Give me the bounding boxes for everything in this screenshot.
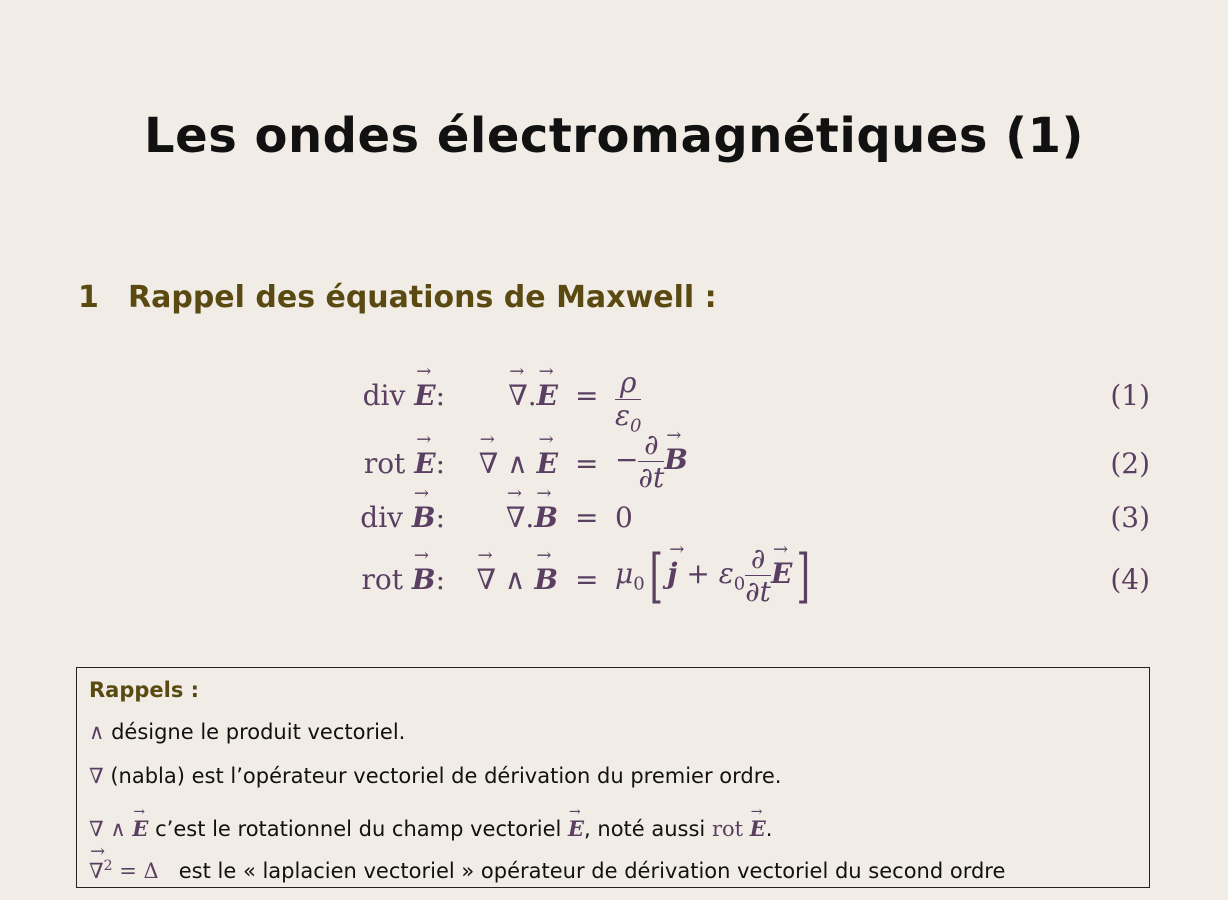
rappel-nabla bbox=[89, 764, 781, 788]
maxwell-equations bbox=[330, 365, 1160, 625]
eq4-mu-sub: 0 bbox=[633, 573, 645, 595]
eq2-numerator: ∂ bbox=[638, 429, 664, 462]
eq3-lhs bbox=[460, 501, 558, 534]
eq4-label: rot → B: bbox=[330, 563, 445, 596]
field-e-vector-2: → E bbox=[568, 816, 584, 841]
eq1-den-eps: ε bbox=[615, 399, 631, 432]
eq3-label-field: → B bbox=[412, 501, 436, 534]
eq4-rhs bbox=[615, 543, 815, 608]
eq2-nabla-wedge: → ∇ ∧ bbox=[479, 447, 528, 480]
eq2-label-field: → E bbox=[414, 447, 435, 480]
eq2-denominator: ∂t bbox=[638, 461, 665, 494]
eq2-label-op: rot bbox=[363, 447, 406, 480]
left-bracket: [ bbox=[649, 541, 663, 610]
section-heading bbox=[78, 280, 717, 315]
right-bracket: ] bbox=[796, 541, 811, 610]
laplacian-equals-delta: = Δ bbox=[119, 859, 159, 883]
eq1-den-sub: 0 bbox=[630, 415, 642, 437]
section-title: Rappel des équations de Maxwell : bbox=[128, 280, 717, 315]
eq1-equals: = bbox=[575, 379, 599, 412]
section-number: 1 bbox=[78, 280, 99, 315]
eq4-lhs-field: → B bbox=[534, 563, 558, 596]
eq1-label: div → E: bbox=[330, 379, 445, 412]
eq3-number: (3) bbox=[1110, 501, 1150, 534]
rappel-nabla-text: (nabla) est l’opérateur vectoriel de dérivation du premier ordre. bbox=[110, 764, 782, 788]
eq4-eps-sub: 0 bbox=[733, 573, 746, 595]
eq3-rhs: 0 bbox=[615, 501, 633, 534]
eq2-fraction bbox=[638, 429, 664, 494]
eq1-label-op: div bbox=[362, 379, 406, 412]
eq1-lhs bbox=[460, 379, 558, 412]
laplacian-symbol bbox=[89, 858, 159, 883]
eq3-lhs-field: → B bbox=[534, 501, 558, 534]
eq2-lhs-field: → E bbox=[537, 447, 558, 480]
rappel-rotationnel bbox=[89, 816, 772, 841]
equation-4 bbox=[330, 541, 1160, 610]
eq4-equals: = bbox=[575, 563, 599, 596]
rappel-rot-text-2: , noté aussi bbox=[584, 817, 706, 841]
rappel-wedge bbox=[89, 720, 405, 744]
eq1-numerator: ρ bbox=[615, 367, 641, 400]
eq4-numerator: ∂ bbox=[745, 543, 771, 576]
eq2-minus: − bbox=[615, 443, 639, 476]
eq4-lhs bbox=[460, 563, 558, 596]
rappel-laplacien-text: est le « laplacien vectoriel » opérateur de dérivation vectoriel du second ordre bbox=[178, 859, 1006, 883]
field-e-vector: → E bbox=[132, 816, 148, 841]
eq3-nabla: → ∇. bbox=[506, 501, 534, 534]
eq2-lhs bbox=[460, 447, 558, 480]
rot-operator: rot bbox=[711, 817, 744, 841]
eq4-label-field: → B bbox=[412, 563, 436, 596]
eq3-equals: = bbox=[575, 501, 599, 534]
wedge-symbol: ∧ bbox=[89, 720, 105, 744]
rappel-wedge-text: désigne le produit vectoriel. bbox=[111, 720, 406, 744]
eq1-label-field: → E bbox=[414, 379, 435, 412]
eq4-fraction bbox=[745, 543, 771, 608]
eq4-rhs-field: → E bbox=[771, 557, 792, 590]
eq3-label: div → B: bbox=[330, 501, 445, 534]
eq4-mu: μ bbox=[615, 557, 634, 590]
eq2-label: rot → E: bbox=[330, 447, 445, 480]
nabla-vector-symbol: → ∇ bbox=[89, 859, 104, 883]
eq2-number: (2) bbox=[1110, 447, 1150, 480]
rappel-rot-text: c’est le rotationnel du champ vectoriel bbox=[155, 817, 562, 841]
rappels-box bbox=[76, 667, 1150, 888]
equation-2 bbox=[330, 428, 1160, 495]
eq1-lhs-field: → E bbox=[537, 379, 558, 412]
eq4-label-op: rot bbox=[361, 563, 403, 596]
rappels-title: Rappels : bbox=[89, 678, 200, 702]
rappel-rot-end: . bbox=[765, 817, 773, 841]
equation-1 bbox=[330, 366, 1160, 437]
eq4-plus: + bbox=[686, 557, 710, 590]
eq1-number: (1) bbox=[1110, 379, 1150, 412]
eq4-number: (4) bbox=[1110, 563, 1150, 596]
eq4-current-density: → j bbox=[667, 557, 677, 590]
slide-title: Les ondes électromagnétiques (1) bbox=[144, 108, 1084, 164]
nabla-symbol: ∇ bbox=[89, 764, 104, 788]
eq3-label-op: div bbox=[360, 501, 403, 534]
eq2-rhs bbox=[615, 429, 688, 494]
eq2-rhs-field: → B bbox=[664, 443, 688, 476]
field-e-vector-3: → E bbox=[750, 816, 766, 841]
eq2-equals: = bbox=[575, 447, 599, 480]
eq4-denominator: ∂t bbox=[745, 575, 771, 608]
eq4-eps: ε bbox=[718, 557, 734, 590]
nabla-wedge-symbol: ∇ ∧ bbox=[89, 817, 126, 841]
eq4-nabla-wedge: → ∇ ∧ bbox=[476, 563, 525, 596]
laplacian-exponent: 2 bbox=[103, 858, 113, 874]
eq1-nabla: → ∇. bbox=[508, 379, 536, 412]
rappel-laplacien bbox=[89, 858, 1005, 883]
